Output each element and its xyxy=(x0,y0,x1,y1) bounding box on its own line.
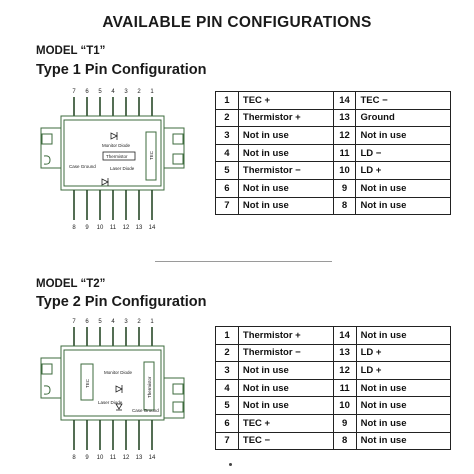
pin-function-cell: Not in use xyxy=(356,414,450,432)
pin-number: 3 xyxy=(124,319,128,325)
pin-number-cell: 2 xyxy=(216,344,239,362)
pin-number: 12 xyxy=(122,225,130,231)
pin-number-cell: 6 xyxy=(216,414,239,432)
table-row xyxy=(216,162,451,180)
pin-function-cell: Not in use xyxy=(238,127,333,145)
type2-case-ground-label: Case Ground xyxy=(132,408,159,413)
pin-number-cell: 11 xyxy=(333,144,356,162)
pin-number: 3 xyxy=(124,89,128,95)
pin-function-cell: LD + xyxy=(356,162,451,180)
pin-function-cell: Not in use xyxy=(238,379,333,397)
pin-number-cell: 5 xyxy=(216,162,239,180)
type1-thermistor-label: Thermistor xyxy=(106,154,128,159)
table-row xyxy=(216,144,451,162)
type2-tec-label: TEC xyxy=(85,379,90,388)
pin-number-cell: 12 xyxy=(333,362,356,380)
table-row xyxy=(216,92,451,110)
type1-top-pin-numbers xyxy=(72,89,154,95)
pin-function-cell: Thermistor + xyxy=(238,327,333,345)
type2-bottom-pin-numbers xyxy=(72,455,156,461)
type1-monitor-diode-label: Monitor Diode xyxy=(102,143,131,148)
pin-number-cell: 13 xyxy=(333,109,356,127)
pin-function-cell: Not in use xyxy=(356,127,451,145)
pin-number: 7 xyxy=(72,319,76,325)
type1-pin-table xyxy=(215,91,451,215)
type1-bottom-pin-numbers xyxy=(72,225,156,231)
type2-title: Type 2 Pin Configuration xyxy=(36,294,207,310)
pin-number: 9 xyxy=(85,225,89,231)
pin-function-cell: Not in use xyxy=(356,179,451,197)
pin-number-cell: 9 xyxy=(333,179,356,197)
pin-number-cell: 5 xyxy=(216,397,239,415)
type1-case-ground-label: Case Ground xyxy=(69,164,96,169)
pin-number-cell: 7 xyxy=(216,197,239,215)
pin-number-cell: 3 xyxy=(216,127,239,145)
type1-package-diagram xyxy=(36,86,201,236)
pin-function-cell: TEC + xyxy=(238,92,333,110)
type2-thermistor-label: Thermistor xyxy=(147,376,152,398)
pin-number: 10 xyxy=(96,455,104,461)
table-row xyxy=(216,414,451,432)
pin-number: 8 xyxy=(72,455,76,461)
pin-number-cell: 14 xyxy=(333,327,356,345)
pin-number-cell: 2 xyxy=(216,109,239,127)
pin-number-cell: 14 xyxy=(333,92,356,110)
pin-function-cell: Not in use xyxy=(238,362,333,380)
pin-number: 12 xyxy=(122,455,130,461)
pin-function-cell: Not in use xyxy=(238,397,333,415)
pin-number: 1 xyxy=(150,319,154,325)
pin-number-cell: 3 xyxy=(216,362,239,380)
pin-number-cell: 6 xyxy=(216,179,239,197)
pin-number-cell: 11 xyxy=(333,379,356,397)
type2-top-pin-numbers xyxy=(72,319,154,325)
pin-number-cell: 8 xyxy=(333,197,356,215)
pin-number: 5 xyxy=(98,89,102,95)
table-row xyxy=(216,179,451,197)
table-row xyxy=(216,327,451,345)
type2-package-outline xyxy=(41,346,184,420)
pin-number-cell: 1 xyxy=(216,92,239,110)
page-dot xyxy=(229,463,232,466)
table-row xyxy=(216,397,451,415)
pin-number: 6 xyxy=(85,319,89,325)
type2-top-pins xyxy=(74,327,152,346)
pin-number: 14 xyxy=(148,225,156,231)
pin-function-cell: Not in use xyxy=(238,144,333,162)
type2-monitor-diode-label: Monitor Diode xyxy=(104,370,133,375)
pin-function-cell: Thermistor + xyxy=(238,109,333,127)
pin-function-cell: Not in use xyxy=(356,397,450,415)
model-t2-label: MODEL “T2” xyxy=(36,278,106,290)
table-row xyxy=(216,344,451,362)
pin-function-cell: TEC + xyxy=(238,414,333,432)
type2-package-diagram xyxy=(36,316,201,466)
pin-number: 1 xyxy=(150,89,154,95)
page-heading: AVAILABLE PIN CONFIGURATIONS xyxy=(102,14,372,31)
pin-number: 13 xyxy=(135,225,143,231)
type1-tec-label: TEC xyxy=(149,151,154,160)
pin-function-cell: Not in use xyxy=(356,327,450,345)
pin-function-cell: LD − xyxy=(356,144,451,162)
type1-laser-diode-label: Laser Diode xyxy=(110,166,135,171)
pin-number: 2 xyxy=(137,89,141,95)
table-row xyxy=(216,432,451,450)
pin-number: 13 xyxy=(135,455,143,461)
type2-pin-table xyxy=(215,326,451,450)
pin-number: 11 xyxy=(109,455,117,461)
pin-number: 9 xyxy=(85,455,89,461)
pin-number: 4 xyxy=(111,89,115,95)
type1-top-pins xyxy=(74,97,152,116)
pin-number-cell: 9 xyxy=(333,414,356,432)
type2-bottom-pins xyxy=(74,420,152,450)
pin-function-cell: Not in use xyxy=(356,432,450,450)
pin-number-cell: 1 xyxy=(216,327,239,345)
pin-function-cell: LD + xyxy=(356,362,450,380)
table-row xyxy=(216,109,451,127)
pin-function-cell: Thermistor − xyxy=(238,344,333,362)
pin-number-cell: 12 xyxy=(333,127,356,145)
pin-function-cell: LD + xyxy=(356,344,450,362)
table-row xyxy=(216,362,451,380)
type1-bottom-pins xyxy=(74,190,152,220)
pin-number: 7 xyxy=(72,89,76,95)
pin-number: 2 xyxy=(137,319,141,325)
pin-function-cell: Not in use xyxy=(356,197,451,215)
pin-number: 11 xyxy=(109,225,117,231)
pin-function-cell: Ground xyxy=(356,109,451,127)
type1-laser-diode-icon xyxy=(102,178,108,186)
pin-number: 10 xyxy=(96,225,104,231)
pin-number-cell: 13 xyxy=(333,344,356,362)
pin-function-cell: Not in use xyxy=(238,197,333,215)
pin-number: 14 xyxy=(148,455,156,461)
pin-number-cell: 7 xyxy=(216,432,239,450)
type1-package-outline xyxy=(41,116,184,190)
table-row xyxy=(216,379,451,397)
pin-number-cell: 4 xyxy=(216,379,239,397)
pin-function-cell: TEC − xyxy=(238,432,333,450)
pin-number: 6 xyxy=(85,89,89,95)
pin-function-cell: TEC − xyxy=(356,92,451,110)
type2-laser-diode-label: Laser Diode xyxy=(98,400,123,405)
pin-number: 4 xyxy=(111,319,115,325)
table-row xyxy=(216,127,451,145)
pin-function-cell: Not in use xyxy=(356,379,450,397)
type1-monitor-diode-icon xyxy=(111,132,117,140)
type1-title: Type 1 Pin Configuration xyxy=(36,62,207,78)
section-divider xyxy=(155,261,332,262)
pin-function-cell: Not in use xyxy=(238,179,333,197)
pin-number-cell: 8 xyxy=(333,432,356,450)
pin-number-cell: 10 xyxy=(333,397,356,415)
pin-number: 5 xyxy=(98,319,102,325)
model-t1-label: MODEL “T1” xyxy=(36,45,106,57)
pin-number-cell: 4 xyxy=(216,144,239,162)
table-row xyxy=(216,197,451,215)
pin-number: 8 xyxy=(72,225,76,231)
type2-monitor-diode-icon xyxy=(116,385,122,393)
pin-function-cell: Thermistor − xyxy=(238,162,333,180)
pin-number-cell: 10 xyxy=(333,162,356,180)
